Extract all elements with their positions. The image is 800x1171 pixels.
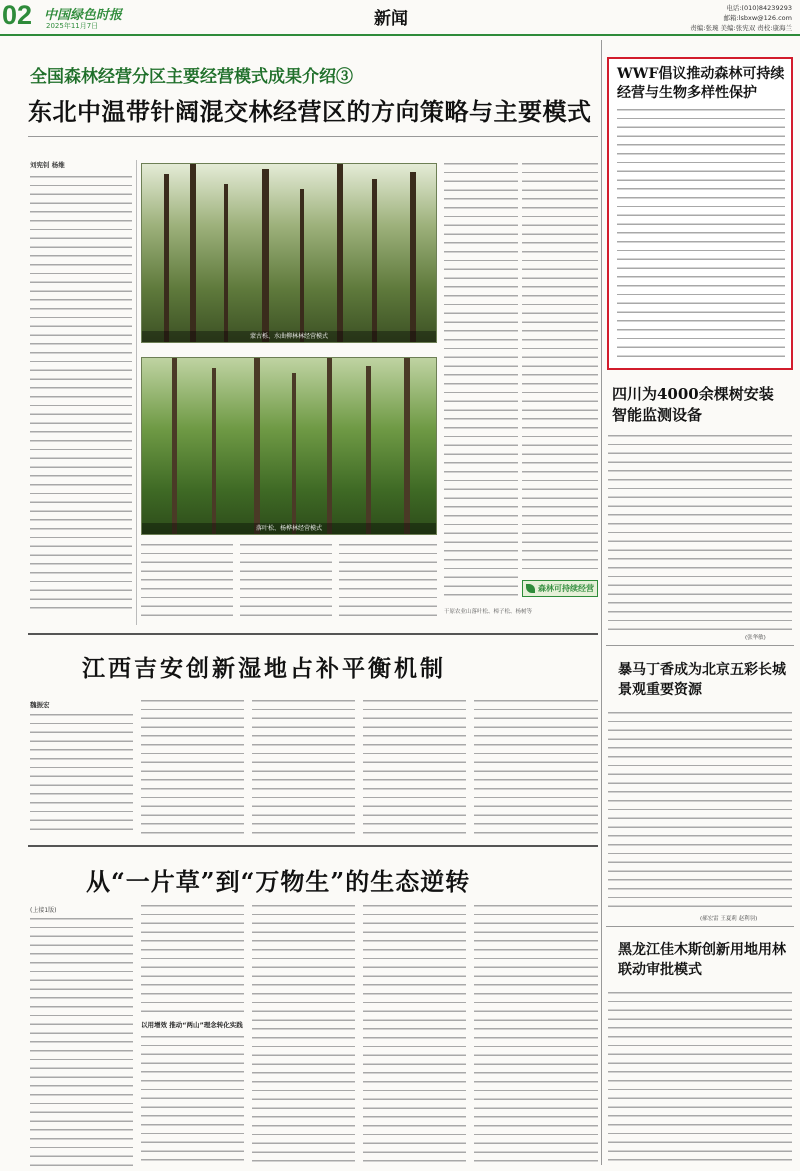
- issue-date: 2025年11月7日: [46, 22, 99, 30]
- grass-byline: (上接1版): [30, 907, 57, 914]
- lead-col5-text: [444, 163, 518, 603]
- lead-rule: [28, 136, 598, 137]
- grass-subheading: 以用增效 推动“两山”理念转化实践: [141, 1021, 243, 1029]
- lead-headline: 东北中温带针阔混交林经营区的方向策略与主要模式: [28, 97, 592, 126]
- jiamusi-headline: 黑龙江佳木斯创新用地用林联动审批模式: [618, 942, 786, 978]
- series-title: 全国森林经营分区主要经营模式成果介绍③: [30, 67, 353, 87]
- sichuan-headline: 四川为4000余棵树安装智能监测设备: [612, 385, 774, 424]
- masthead-rule: [0, 34, 800, 36]
- grass-col5: [474, 905, 598, 1166]
- jiangxi-col4: [363, 700, 466, 834]
- wwf-headline: WWF倡议推动森林可持续经营与生物多样性保护: [617, 66, 785, 101]
- forest-photo-2: [141, 357, 437, 535]
- jiangxi-byline: 魏振宏: [30, 701, 50, 709]
- lead-byline: 刘宪钊 杨维: [30, 161, 65, 169]
- lilac-headline: 暴马丁香成为北京五彩长城景观重要资源: [618, 662, 786, 698]
- grass-col1: [30, 918, 133, 1166]
- grass-col2b: [141, 1036, 244, 1166]
- contact-phone: 电话:(010)84239293: [726, 4, 792, 12]
- grass-col2: [141, 905, 244, 1015]
- wwf-text: [617, 109, 785, 364]
- forest-photo-1: [141, 163, 437, 343]
- jiangxi-col1: [30, 714, 133, 834]
- lead-col3-text: [240, 544, 332, 620]
- grass-col3: [252, 905, 355, 1166]
- wwf-box: [607, 57, 793, 370]
- contact-email: 邮箱:lsbxw@126.com: [723, 14, 792, 22]
- lilac-text: [608, 712, 792, 912]
- lead-col1-text: [30, 176, 132, 616]
- jiangxi-col3: [252, 700, 355, 834]
- jiangxi-col5: [474, 700, 598, 834]
- jiamusi-text: [608, 992, 792, 1164]
- section-name: 新闻: [374, 9, 408, 29]
- lead-end-note: 干原农业山落叶松、樟子松、杨树等: [444, 609, 533, 615]
- masthead: [0, 0, 800, 36]
- lilac-credit: (郝宏雷 王夏莉 赵利羽): [700, 916, 758, 922]
- editors-credit: 责编:张琬 美编:张宪双 责校:康海兰: [690, 24, 792, 32]
- lead-col6-text: [522, 163, 598, 573]
- logo-leaf-icon: [526, 584, 535, 593]
- grass-col4: [363, 905, 466, 1166]
- photo2-caption: 落叶松、杨桦林经营模式: [142, 523, 436, 534]
- sichuan-text: [608, 435, 792, 630]
- sichuan-credit: (张华敏): [745, 635, 766, 641]
- sustainable-forest-logo: [522, 580, 598, 597]
- grass-headline: 从“一片草”到“万物生”的生态逆转: [86, 867, 471, 896]
- photo1-caption: 蒙古栎、水曲柳林林经营模式: [142, 331, 436, 342]
- lead-col4-text: [339, 544, 437, 620]
- jiangxi-col2: [141, 700, 244, 834]
- jiangxi-headline: 江西吉安创新湿地占补平衡机制: [82, 655, 446, 682]
- logo-text: 森林可持续经营: [538, 584, 594, 593]
- paper-name: 中国绿色时报: [44, 8, 123, 23]
- page-number: 02: [2, 0, 33, 30]
- lead-col2-text: [141, 544, 233, 620]
